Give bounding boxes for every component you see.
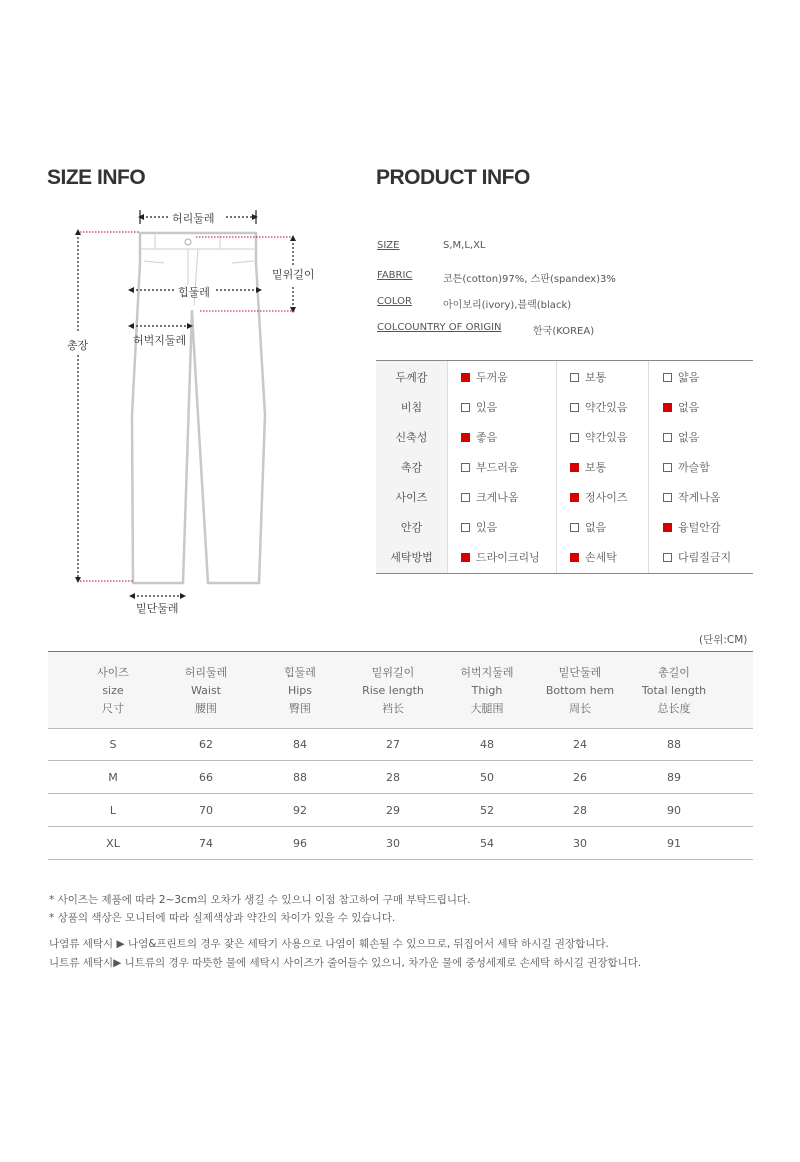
unchecked-box-icon <box>663 493 672 502</box>
table-cell: 84 <box>293 738 307 751</box>
checked-box-icon <box>570 493 579 502</box>
table-cell: 24 <box>573 738 587 751</box>
unchecked-box-icon <box>461 403 470 412</box>
attribute-row <box>376 451 753 481</box>
attribute-option-label: 없음 <box>585 521 607 534</box>
size-info-title: SIZE INFO <box>47 166 146 189</box>
attributes-table <box>376 360 753 574</box>
note-knit-wash: 니트류 세탁시▶ 니트류의 경우 따뜻한 물에 세탁시 사이즈가 줄어들수 있으니, 차가운 물에 중성세제로 손세탁 하시길 권장합니다. <box>49 957 642 969</box>
attribute-option <box>663 429 699 445</box>
table-cell: 90 <box>667 804 681 817</box>
unchecked-box-icon <box>570 523 579 532</box>
product-info-value: S,M,L,XL <box>443 240 486 251</box>
product-info-key: COLCOUNTRY OF ORIGIN <box>377 322 502 333</box>
table-cell: 62 <box>199 738 213 751</box>
unchecked-box-icon <box>663 373 672 382</box>
header-zh: 裆长 <box>382 702 404 715</box>
attribute-option <box>461 519 497 535</box>
attribute-row <box>376 421 753 451</box>
table-cell: 30 <box>386 837 400 850</box>
attribute-option <box>663 459 710 475</box>
attribute-option-label: 약간있음 <box>585 431 628 444</box>
attribute-option-label: 두꺼움 <box>476 371 508 384</box>
header-zh: 尺寸 <box>102 702 124 715</box>
header-zh: 臀围 <box>289 702 311 715</box>
header-ko: 힙둘레 <box>284 666 316 679</box>
attribute-option-label: 있음 <box>476 401 498 414</box>
table-cell: S <box>109 738 117 751</box>
attribute-option <box>570 489 628 505</box>
note-print-wash: 나염류 세탁시 ▶ 나염&프린트의 경우 잦은 세탁기 사용으로 나염이 훼손될 수 있으므로, 뒤집어서 세탁 하시길 권장합니다. <box>49 938 609 950</box>
table-cell: 27 <box>386 738 400 751</box>
table-row <box>48 794 753 827</box>
label-rise: 밑위길이 <box>272 268 315 281</box>
attribute-option <box>570 369 606 385</box>
attribute-option <box>663 369 699 385</box>
product-info-key: FABRIC <box>377 270 413 281</box>
header-zh: 大腿围 <box>470 702 504 715</box>
attribute-option <box>570 399 628 415</box>
attribute-option-label: 정사이즈 <box>585 491 628 504</box>
attribute-option-label: 손세탁 <box>585 551 617 564</box>
unchecked-box-icon <box>663 553 672 562</box>
attribute-option-label: 없음 <box>678 431 700 444</box>
table-cell: 88 <box>667 738 681 751</box>
attribute-option-label: 드라이크리닝 <box>476 551 540 564</box>
attribute-option <box>570 429 628 445</box>
attribute-option-label: 융털안감 <box>678 521 721 534</box>
table-row <box>48 827 753 860</box>
header-ko: 사이즈 <box>97 666 129 679</box>
table-cell: 30 <box>573 837 587 850</box>
size-table-header-cell <box>619 664 729 718</box>
attribute-row <box>376 361 753 391</box>
attribute-option <box>570 459 606 475</box>
attribute-name: 촉감 <box>400 461 423 474</box>
attribute-name: 안감 <box>400 521 423 534</box>
header-zh: 周长 <box>569 702 591 715</box>
table-cell: 52 <box>480 804 494 817</box>
table-cell: 50 <box>480 771 494 784</box>
table-cell: 96 <box>293 837 307 850</box>
table-row <box>48 761 753 794</box>
header-ko: 총길이 <box>658 666 690 679</box>
table-row <box>48 728 753 761</box>
attribute-name: 세탁방법 <box>390 551 433 564</box>
table-cell: 89 <box>667 771 681 784</box>
attribute-row <box>376 481 753 511</box>
attribute-option <box>461 429 497 445</box>
attribute-option <box>570 549 617 565</box>
unchecked-box-icon <box>570 373 579 382</box>
attribute-option <box>461 369 508 385</box>
attribute-option-label: 약간있음 <box>585 401 628 414</box>
attribute-name: 신축성 <box>395 431 428 444</box>
product-info-key: COLOR <box>377 296 412 307</box>
label-hip: 힙둘레 <box>178 286 210 299</box>
table-cell: 70 <box>199 804 213 817</box>
table-cell: XL <box>106 837 120 850</box>
attribute-option-label: 크게나옴 <box>476 491 519 504</box>
table-cell: 91 <box>667 837 681 850</box>
attribute-option-label: 좋음 <box>476 431 498 444</box>
size-table-header <box>48 651 753 729</box>
table-cell: 26 <box>573 771 587 784</box>
header-zh: 总长度 <box>657 702 691 715</box>
label-hem: 밑단둘레 <box>136 602 179 615</box>
header-en: Rise length <box>362 684 424 697</box>
attribute-row <box>376 541 753 571</box>
header-en: Waist <box>190 684 221 697</box>
header-en: size <box>102 684 124 697</box>
header-ko: 허벅지둘레 <box>460 666 514 679</box>
attribute-option-label: 없음 <box>678 401 700 414</box>
product-info-key: SIZE <box>377 240 400 251</box>
header-en: Hips <box>287 684 313 697</box>
attribute-row <box>376 391 753 421</box>
attribute-name: 비침 <box>400 401 423 414</box>
attribute-option-label: 다림질금지 <box>678 551 732 564</box>
checked-box-icon <box>461 433 470 442</box>
table-cell: 29 <box>386 804 400 817</box>
unchecked-box-icon <box>461 463 470 472</box>
label-thigh: 허벅지둘레 <box>133 334 187 347</box>
attribute-option-label: 까슬함 <box>678 461 710 474</box>
table-cell: 88 <box>293 771 307 784</box>
header-ko: 밑단둘레 <box>558 666 602 679</box>
attribute-option <box>570 519 606 535</box>
header-ko: 밑위길이 <box>371 666 415 679</box>
attribute-name: 사이즈 <box>395 491 428 504</box>
unit-label: (단위:CM) <box>699 634 748 646</box>
checked-box-icon <box>570 553 579 562</box>
table-cell: 92 <box>293 804 307 817</box>
table-cell: 54 <box>480 837 494 850</box>
product-info-title: PRODUCT INFO <box>376 166 530 189</box>
attribute-option <box>461 489 519 505</box>
table-cell: 28 <box>386 771 400 784</box>
checked-box-icon <box>461 553 470 562</box>
attribute-option-label: 얇음 <box>678 371 700 384</box>
unchecked-box-icon <box>461 493 470 502</box>
attribute-option-label: 있음 <box>476 521 498 534</box>
unchecked-box-icon <box>570 433 579 442</box>
attribute-option <box>663 519 721 535</box>
attribute-option-label: 보통 <box>585 371 607 384</box>
checked-box-icon <box>461 373 470 382</box>
note-size-tolerance: * 사이즈는 제품에 따라 2~3cm의 오차가 생길 수 있으니 이점 참고하여 구매 부탁드립니다. <box>49 894 471 906</box>
header-ko: 허리둘레 <box>184 666 228 679</box>
note-color: * 상품의 색상은 모니터에 따라 실제색상과 약간의 차이가 있을 수 있습니다. <box>49 912 396 924</box>
header-en: Bottom hem <box>545 684 615 697</box>
checked-box-icon <box>570 463 579 472</box>
table-cell: 48 <box>480 738 494 751</box>
header-zh: 腰围 <box>195 702 217 715</box>
unchecked-box-icon <box>663 463 672 472</box>
table-cell: L <box>109 804 117 817</box>
table-cell: 74 <box>199 837 213 850</box>
table-cell: 28 <box>573 804 587 817</box>
product-info-value: 한국(KOREA) <box>533 326 595 337</box>
unchecked-box-icon <box>663 433 672 442</box>
attribute-option <box>461 459 519 475</box>
attribute-option <box>663 549 731 565</box>
label-waist: 허리둘레 <box>172 212 215 225</box>
attribute-option <box>663 399 699 415</box>
attribute-option-label: 보통 <box>585 461 607 474</box>
label-length: 총장 <box>67 339 89 352</box>
attribute-name: 두께감 <box>395 371 428 384</box>
attribute-option <box>461 549 540 565</box>
attribute-option <box>461 399 497 415</box>
header-en: Total length <box>641 684 707 697</box>
header-en: Thigh <box>471 684 503 697</box>
product-info-value: 코튼(cotton)97%, 스판(spandex)3% <box>443 274 616 285</box>
unchecked-box-icon <box>570 403 579 412</box>
table-cell: 66 <box>199 771 213 784</box>
attribute-option <box>663 489 721 505</box>
unchecked-box-icon <box>461 523 470 532</box>
attribute-row <box>376 511 753 541</box>
table-cell: M <box>108 771 118 784</box>
attribute-option-label: 작게나옴 <box>678 491 721 504</box>
checked-box-icon <box>663 523 672 532</box>
product-info-value: 아이보리(ivory),블랙(black) <box>443 300 572 311</box>
attribute-option-label: 부드러움 <box>476 461 519 474</box>
checked-box-icon <box>663 403 672 412</box>
